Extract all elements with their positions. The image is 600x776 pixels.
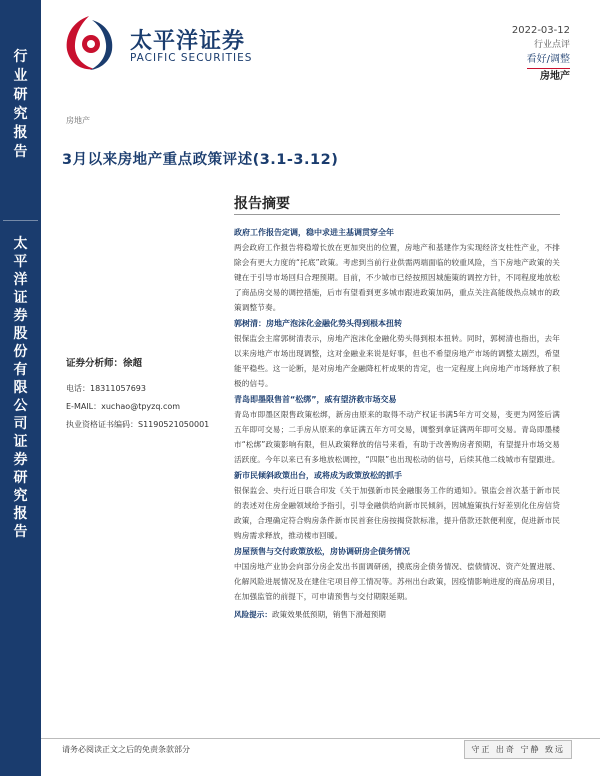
analyst-name: 证券分析师：徐超 xyxy=(66,358,143,369)
summary-divider xyxy=(234,214,560,215)
sidebar-char: 告 xyxy=(13,524,28,540)
summary-heading: 报告摘要 xyxy=(234,196,290,212)
footer-slogan: 守正 出奇 宁静 致远 xyxy=(464,740,572,759)
sidebar-char: 研 xyxy=(13,470,28,486)
breadcrumb: 房地产 xyxy=(66,116,90,125)
sidebar-divider xyxy=(3,220,38,221)
section-text: 中国房地产业协会向部分房企发出书面调研函，摸底房企债务情况、偿债情况、资产处置进展、化解风险进展情况及在建住宅项目停工情况等。苏州出台政策，因疫情影响进度的商品房项目，在加强监管的前提下，可申请预售与交付期限延期。 xyxy=(234,562,560,601)
sidebar-char: 报 xyxy=(13,506,28,522)
sidebar-char: 有 xyxy=(13,362,28,378)
sidebar-char: 券 xyxy=(13,452,28,468)
risk-label: 风险提示： xyxy=(234,610,272,619)
sidebar-band xyxy=(0,0,41,776)
section-heading: 青岛即墨限售首“松绑”，威有望济救市场交易 xyxy=(234,395,397,404)
sidebar-char: 股 xyxy=(13,326,28,342)
report-title: 3月以来房地产重点政策评述(3.1-3.12) xyxy=(62,152,339,168)
section-text: 银保监会、央行近日联合印发《关于加强新市民金融服务工作的通知》。银监会首次基于新市民的表述对住房金融领域给予指引，引导金融供给向新市民倾斜，因城施策执行好差别化住房信贷政策，合理确定符合购房条件新市民首套住房按揭贷款标准，提升借款还款便利度，促进新市民购房需求释放，推动楼市回暖。 xyxy=(234,486,560,540)
report-type: 行业点评 xyxy=(533,40,570,50)
section-heading: 新市民倾斜政策出台，或将成为政策放松的抓手 xyxy=(234,471,402,480)
logo-name-en: PACIFIC SECURITIES xyxy=(130,52,253,64)
report-meta xyxy=(512,24,570,85)
section-heading: 政府工作报告定调，稳中求进主基调贯穿全年 xyxy=(234,228,394,237)
sidebar-char: 证 xyxy=(13,290,28,306)
sidebar-char: 平 xyxy=(13,254,28,270)
analyst-license: 执业资格证书编码：S1190521050001 xyxy=(66,420,210,429)
sidebar-char: 公 xyxy=(13,398,28,414)
analyst-email[interactable]: E-MAIL：xuchao@tpyzq.com xyxy=(66,402,181,411)
sidebar-company-name xyxy=(0,235,41,541)
sidebar-char: 业 xyxy=(13,68,28,84)
sidebar-char: 司 xyxy=(13,416,28,432)
sidebar-char: 究 xyxy=(13,488,28,504)
industry-name: 房地产 xyxy=(540,71,570,82)
sidebar-char: 研 xyxy=(13,87,28,103)
sidebar-char: 究 xyxy=(13,106,28,122)
risk-text: 政策效果低预期，销售下滑超预期 xyxy=(271,610,386,619)
sidebar-char: 券 xyxy=(13,308,28,324)
section-text: 青岛市即墨区限售政策松绑，新房由原来的取得不动产权证书满5年方可交易，变更为网签后满五年即可交易；二手房从原来的拿证满五年方可交易，调整到拿证满两年即可交易。青岛即墨楼市“松绑”政策影响有限，但从政策释放的信号来看，有助于改善购房者预期，有望提升市场交易活跃度。今年以来已有多地放松调控，“四限”也出现松动的信号，后续其他二线城市有望跟进。 xyxy=(234,410,560,464)
risk-warning xyxy=(234,608,560,622)
sidebar-char: 限 xyxy=(13,380,28,396)
section-heading: 郭树清：房地产泡沫化金融化势头得到根本扭转 xyxy=(234,319,402,328)
analyst-info xyxy=(66,355,226,435)
footer-disclaimer: 请务必阅读正文之后的免责条款部分 xyxy=(62,745,190,754)
footer-divider xyxy=(41,738,600,739)
summary-body xyxy=(234,224,560,622)
section-heading: 房屋预售与交付政策放松，房协调研房企债务情况 xyxy=(234,547,410,556)
sidebar-char: 证 xyxy=(13,434,28,450)
sidebar-char: 告 xyxy=(13,144,28,160)
industry-rating: 看好/调整 xyxy=(527,53,570,69)
section-text: 银保监会主席郭树清表示，房地产泡沫化金融化势头得到根本扭转。同时，郭树清也指出，去年以来房地产市场出现调整，这对金融业来说是好事，但也不希望房地产市场的调整太剧烈，希望能平稳些。这一论断，是对房地产金融降杠杆成果的肯定，也一定程度上向房地产市场释放了积极的信号。 xyxy=(234,334,560,388)
logo-name-cn: 太平洋证券 xyxy=(130,29,246,54)
pacific-logo-icon xyxy=(62,14,116,72)
analyst-phone: 电话：18311057693 xyxy=(66,384,146,393)
report-date: 2022-03-12 xyxy=(511,25,570,36)
sidebar-report-category xyxy=(0,48,41,162)
company-logo xyxy=(62,14,262,72)
sidebar-char: 份 xyxy=(13,344,28,360)
sidebar-char: 太 xyxy=(13,236,28,252)
section-text: 两会政府工作报告将稳增长放在更加突出的位置，房地产和基建作为实现经济支柱性产业，不排除会有更大力度的“托底”政策。考虑到当前行业供需两端面临的较重风险，当下房地产政策的关键在于引导市场回归合理预期。目前，不少城市已经按照因城施策的调控方针，不同程度地放松了商品房交易的调控措施，后市有望看到更多城市跟进政策加码，重点关注高能级热点城市的政策调整节奏。 xyxy=(234,243,560,312)
sidebar-char: 洋 xyxy=(13,272,28,288)
sidebar-char: 行 xyxy=(13,49,28,65)
sidebar-char: 报 xyxy=(13,125,28,141)
